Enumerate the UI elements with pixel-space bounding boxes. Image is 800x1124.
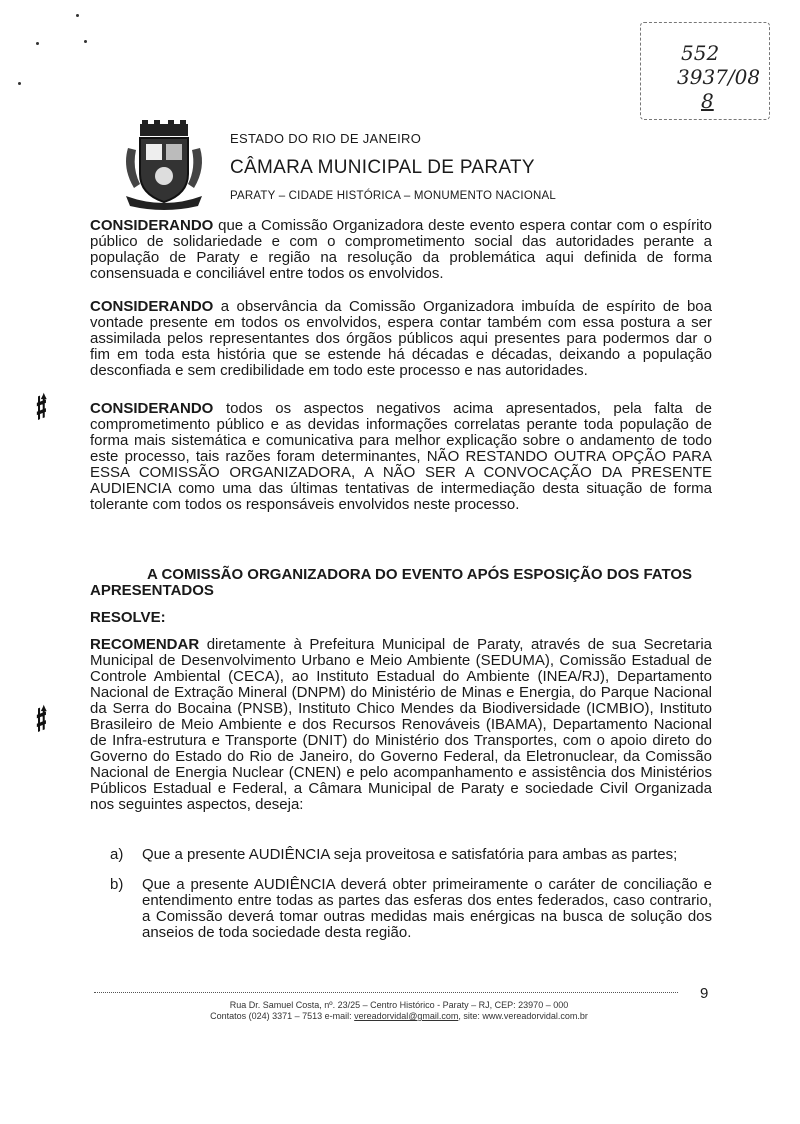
margin-bracket-icon: 𝄰 [36, 700, 47, 730]
coat-of-arms-icon [118, 118, 210, 210]
footer-contacts-prefix: Contatos (024) 3371 – 7513 e-mail: [210, 1011, 355, 1021]
footer-email-link[interactable]: vereadorvidal@gmail.com [354, 1011, 459, 1021]
list-item-text: Que a presente AUDIÊNCIA deverá obter primeiramente o caráter de conciliação e entendimento entre todas as partes das esferas dos entes federados, caso contrario, a Comissão deverá tomar outras medidas mais enérgicas na busca de solução dos anseios de toda sociedade desta região. [142, 876, 712, 941]
header-chamber: CÂMARA MUNICIPAL DE PARATY [230, 157, 535, 178]
footer-contacts-suffix: , site: www.vereadorvidal.com.br [458, 1011, 588, 1021]
paragraph-lead: RECOMENDAR [90, 636, 200, 653]
footer-contacts [94, 1011, 704, 1021]
paragraph-lead: CONSIDERANDO [90, 298, 214, 315]
list-item-text: Que a presente AUDIÊNCIA seja proveitosa e satisfatória para ambas as partes; [142, 846, 678, 863]
header-state: ESTADO DO RIO DE JANEIRO [230, 131, 422, 146]
paragraph-considerando-2 [90, 299, 712, 379]
scan-speck [76, 14, 79, 17]
footer-divider [94, 992, 678, 993]
margin-bracket-icon: 𝄰 [36, 388, 47, 418]
resolve-heading: RESOLVE: [90, 609, 166, 626]
stamp-sheet: 8 [701, 89, 714, 113]
section-heading: A COMISSÃO ORGANIZADORA DO EVENTO APÓS ESPOSIÇÃO DOS FATOS APRESENTADOS [90, 566, 693, 599]
stamp-number: 552 [681, 41, 720, 65]
paragraph-considerando-1 [90, 218, 712, 282]
list-item [110, 847, 712, 863]
list-item [110, 877, 712, 941]
scan-speck [84, 40, 87, 43]
paragraph-considerando-3 [90, 401, 712, 513]
header-tagline: PARATY – CIDADE HISTÓRICA – MONUMENTO NACIONAL [230, 190, 556, 202]
list-item-label: b) [110, 876, 124, 893]
paragraph-recomendar [90, 637, 712, 813]
paragraph-text: diretamente à Prefeitura Municipal de Paraty, através de sua Secretaria Municipal de Desenvolvimento Urbano e Meio Ambiente (SEDUMA), Comissão Estadual de Controle Ambiental (CECA), ao Instituto Estadual do Ambiente (INEA/RJ), Departamento Nacional de Extração Mineral (DNPM) do Ministério de Minas e Energia, do Parque Nacional da Serra do Bocaina (PNSB), Instituto Chico Mendes da Biodiversidade (ICMBIO), Instituto Brasileiro de Meio Ambiente e dos Recursos Renováveis (IBAMA), Departamento Nacional de Infra-estrutura e Transporte (DNIT) do Ministério dos Transportes, com o apoio direto do Governo do Estado do Rio de Janeiro, do Governo Federal, da Eletronuclear, da Comissão Nacional de Energia Nuclear (CNEN) e pelo acompanhamento e assistência dos Ministérios Públicos Estadual e Federal, a Câmara Municipal de Paraty e sociedade Civil Organizada nos seguintes aspectos, deseja: [90, 636, 712, 813]
list-item-label: a) [110, 846, 124, 863]
page-number: 9 [700, 985, 709, 1002]
paragraph-lead: CONSIDERANDO [90, 217, 214, 234]
paragraph-lead: CONSIDERANDO [90, 400, 214, 417]
scan-speck [36, 42, 39, 45]
stamp-process: 3937/08 [677, 65, 761, 89]
paragraph-text: a observância da Comissão Organizadora imbuída de espírito de boa vontade presente em todos os envolvidos, espera contar também com essa postura a ser assimilada pelos representantes dos órgãos públicos aqui presentes para podermos dar o fim em toda esta história que se estende há décadas e décadas, deixando a população desconfiada e sem credibilidade em todo este processo e nas autoridades. [90, 298, 712, 379]
scan-speck [18, 82, 21, 85]
footer-address: Rua Dr. Samuel Costa, nº. 23/25 – Centro Histórico - Paraty – RJ, CEP: 23970 – 000 [229, 1000, 569, 1010]
protocol-stamp [640, 22, 770, 120]
paragraph-text: que a Comissão Organizadora deste evento espera contar com o espírito público de solidariedade e com o comprometimento social das autoridades perante a população de Paraty e região na resolução da problemática aqui definida de forma consensuada e conciliável entre todos os envolvidos. [90, 217, 712, 282]
paragraph-text: todos os aspectos negativos acima apresentados, pela falta de comprometimento público e as devidas informações correlatas perante toda população de forma mais sistemática e comunicativa para melhor explicação sobre o andamento de todo este processo, tais razões foram determinantes, NÃO RESTANDO OUTRA OPÇÃO PARA ESSA COMISSÃO ORGANIZADORA, A NÃO SER A CONVOCAÇÃO DA PRESENTE AUDIENCIA como uma das últimas tentativas de intermediação desta situação de forma tolerante com todos os responsáveis envolvidos neste processo. [90, 400, 712, 513]
